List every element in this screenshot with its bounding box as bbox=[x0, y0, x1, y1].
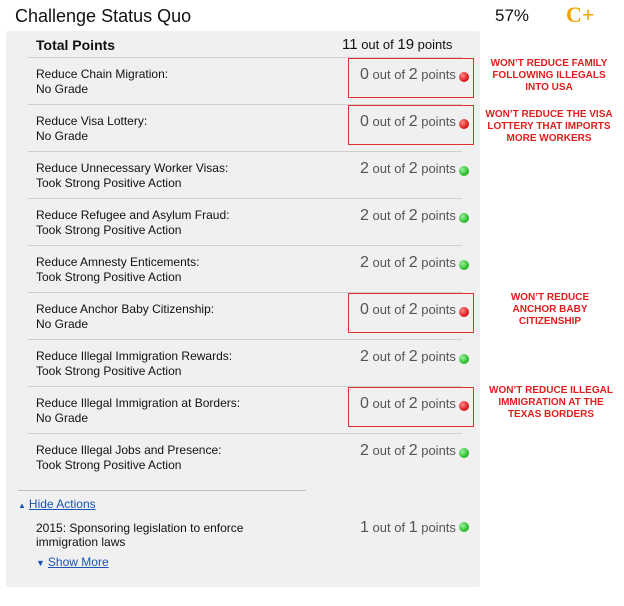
row-status: No Grade bbox=[36, 129, 89, 143]
score-row bbox=[28, 246, 468, 292]
annotation-line: TEXAS BORDERS bbox=[507, 409, 595, 420]
row-score bbox=[360, 207, 456, 225]
row-title: Reduce Anchor Baby Citizenship: bbox=[36, 302, 215, 316]
annotation-line: MORE WORKERS bbox=[506, 133, 592, 144]
row-earned: 2 bbox=[360, 254, 369, 271]
row-possible: 2 bbox=[408, 442, 418, 459]
score-row bbox=[28, 105, 468, 151]
annotation-line: WON’T REDUCE THE VISA bbox=[485, 109, 613, 120]
hide-actions-label: Hide Actions bbox=[28, 497, 96, 511]
row-earned: 2 bbox=[360, 348, 369, 365]
score-row bbox=[28, 387, 468, 433]
action-mid: out of bbox=[372, 520, 406, 535]
row-earned: 0 bbox=[360, 66, 369, 83]
row-mid: out of bbox=[372, 161, 406, 176]
row-mid: out of bbox=[372, 349, 406, 364]
row-unit: points bbox=[421, 114, 456, 129]
triangle-up-icon: ▲ bbox=[18, 501, 26, 510]
score-row bbox=[28, 152, 468, 198]
row-label bbox=[36, 114, 147, 144]
action-score bbox=[360, 519, 456, 537]
row-score bbox=[360, 254, 456, 272]
row-possible: 2 bbox=[408, 113, 418, 130]
row-mid: out of bbox=[372, 114, 406, 129]
status-dot-icon bbox=[459, 354, 469, 364]
annotation-line: WON’T REDUCE bbox=[510, 292, 590, 303]
letter-grade: C+ bbox=[566, 2, 595, 27]
row-possible: 2 bbox=[408, 66, 418, 83]
row-unit: points bbox=[421, 208, 456, 223]
row-label bbox=[36, 255, 199, 285]
row-possible: 2 bbox=[408, 348, 418, 365]
highlight-box bbox=[348, 387, 474, 427]
score-row bbox=[28, 293, 468, 339]
annotation-borders bbox=[484, 385, 618, 421]
annotation-line: CITIZENSHIP bbox=[518, 316, 582, 327]
row-title: Reduce Illegal Immigration Rewards: bbox=[36, 349, 233, 363]
score-row bbox=[28, 58, 468, 104]
row-status: No Grade bbox=[36, 317, 89, 331]
row-title: Reduce Illegal Immigration at Borders: bbox=[36, 396, 241, 410]
row-status: Took Strong Positive Action bbox=[36, 458, 182, 472]
row-possible: 2 bbox=[408, 207, 418, 224]
row-label bbox=[36, 443, 221, 473]
row-earned: 0 bbox=[360, 395, 369, 412]
row-status: Took Strong Positive Action bbox=[36, 223, 182, 237]
hide-actions-link[interactable] bbox=[18, 497, 96, 511]
annotation-line: WON’T REDUCE ILLEGAL bbox=[489, 385, 613, 396]
row-earned: 2 bbox=[360, 207, 369, 224]
status-dot-icon bbox=[459, 522, 469, 532]
annotation-line: INTO USA bbox=[525, 82, 573, 93]
status-dot-icon bbox=[459, 260, 469, 270]
show-more-label: Show More bbox=[47, 555, 109, 569]
total-mid: out of bbox=[361, 37, 394, 52]
row-mid: out of bbox=[372, 67, 406, 82]
row-label bbox=[36, 67, 168, 97]
status-dot-icon bbox=[459, 213, 469, 223]
row-status: Took Strong Positive Action bbox=[36, 176, 182, 190]
row-mid: out of bbox=[372, 302, 406, 317]
show-more-link[interactable] bbox=[36, 555, 109, 569]
row-status: No Grade bbox=[36, 82, 89, 96]
row-score bbox=[360, 348, 456, 366]
row-status: No Grade bbox=[36, 411, 89, 425]
row-score bbox=[360, 160, 456, 178]
annotation-chain-migration bbox=[482, 58, 616, 94]
row-mid: out of bbox=[372, 255, 406, 270]
row-unit: points bbox=[421, 396, 456, 411]
highlight-box bbox=[348, 293, 474, 333]
action-text: 2015: Sponsoring legislation to enforce immigration laws bbox=[36, 521, 244, 549]
row-status: Took Strong Positive Action bbox=[36, 270, 182, 284]
annotation-line: FOLLOWING ILLEGALS bbox=[492, 70, 606, 81]
score-percent: 57% bbox=[495, 6, 530, 25]
row-unit: points bbox=[421, 255, 456, 270]
row-title: Reduce Unnecessary Worker Visas: bbox=[36, 161, 229, 175]
row-earned: 2 bbox=[360, 160, 369, 177]
row-label bbox=[36, 302, 214, 332]
row-title: Reduce Illegal Jobs and Presence: bbox=[36, 443, 222, 457]
divider bbox=[18, 490, 306, 491]
row-earned: 0 bbox=[360, 301, 369, 318]
row-mid: out of bbox=[372, 396, 406, 411]
annotation-line: LOTTERY THAT IMPORTS bbox=[487, 121, 611, 132]
triangle-down-icon: ▼ bbox=[36, 558, 45, 568]
annotation-line: WON’T REDUCE FAMILY bbox=[490, 58, 608, 69]
total-points-value bbox=[342, 36, 452, 53]
score-row bbox=[28, 199, 468, 245]
annotation-visa-lottery bbox=[482, 109, 616, 145]
row-title: Reduce Chain Migration: bbox=[36, 67, 169, 81]
total-possible: 19 bbox=[397, 36, 415, 53]
row-possible: 2 bbox=[408, 301, 418, 318]
row-score bbox=[360, 442, 456, 460]
status-dot-icon bbox=[459, 166, 469, 176]
row-mid: out of bbox=[372, 208, 406, 223]
total-unit: points bbox=[417, 37, 453, 52]
row-status: Took Strong Positive Action bbox=[36, 364, 182, 378]
annotation-line: ANCHOR BABY bbox=[512, 304, 588, 315]
row-title: Reduce Amnesty Enticements: bbox=[36, 255, 200, 269]
row-possible: 2 bbox=[408, 395, 418, 412]
row-title: Reduce Visa Lottery: bbox=[36, 114, 148, 128]
annotation-anchor-baby bbox=[490, 292, 610, 328]
row-earned: 0 bbox=[360, 113, 369, 130]
row-label bbox=[36, 208, 229, 238]
action-possible: 1 bbox=[408, 519, 418, 536]
row-unit: points bbox=[421, 443, 456, 458]
highlight-box bbox=[348, 105, 474, 145]
page-title: Challenge Status Quo bbox=[15, 6, 192, 26]
row-title: Reduce Refugee and Asylum Fraud: bbox=[36, 208, 230, 222]
row-unit: points bbox=[421, 302, 456, 317]
action-unit: points bbox=[421, 520, 456, 535]
annotation-line: IMMIGRATION AT THE bbox=[498, 397, 604, 408]
row-possible: 2 bbox=[408, 254, 418, 271]
row-label bbox=[36, 396, 240, 426]
row-possible: 2 bbox=[408, 160, 418, 177]
row-mid: out of bbox=[372, 443, 406, 458]
row-unit: points bbox=[421, 161, 456, 176]
score-row bbox=[28, 434, 468, 480]
row-unit: points bbox=[421, 349, 456, 364]
action-earned: 1 bbox=[360, 519, 369, 536]
row-earned: 2 bbox=[360, 442, 369, 459]
score-row bbox=[28, 340, 468, 386]
total-earned: 11 bbox=[342, 36, 358, 53]
row-label bbox=[36, 161, 228, 191]
status-dot-icon bbox=[459, 448, 469, 458]
total-points-label: Total Points bbox=[36, 37, 116, 53]
row-unit: points bbox=[421, 67, 456, 82]
row-label bbox=[36, 349, 232, 379]
highlight-box bbox=[348, 58, 474, 98]
